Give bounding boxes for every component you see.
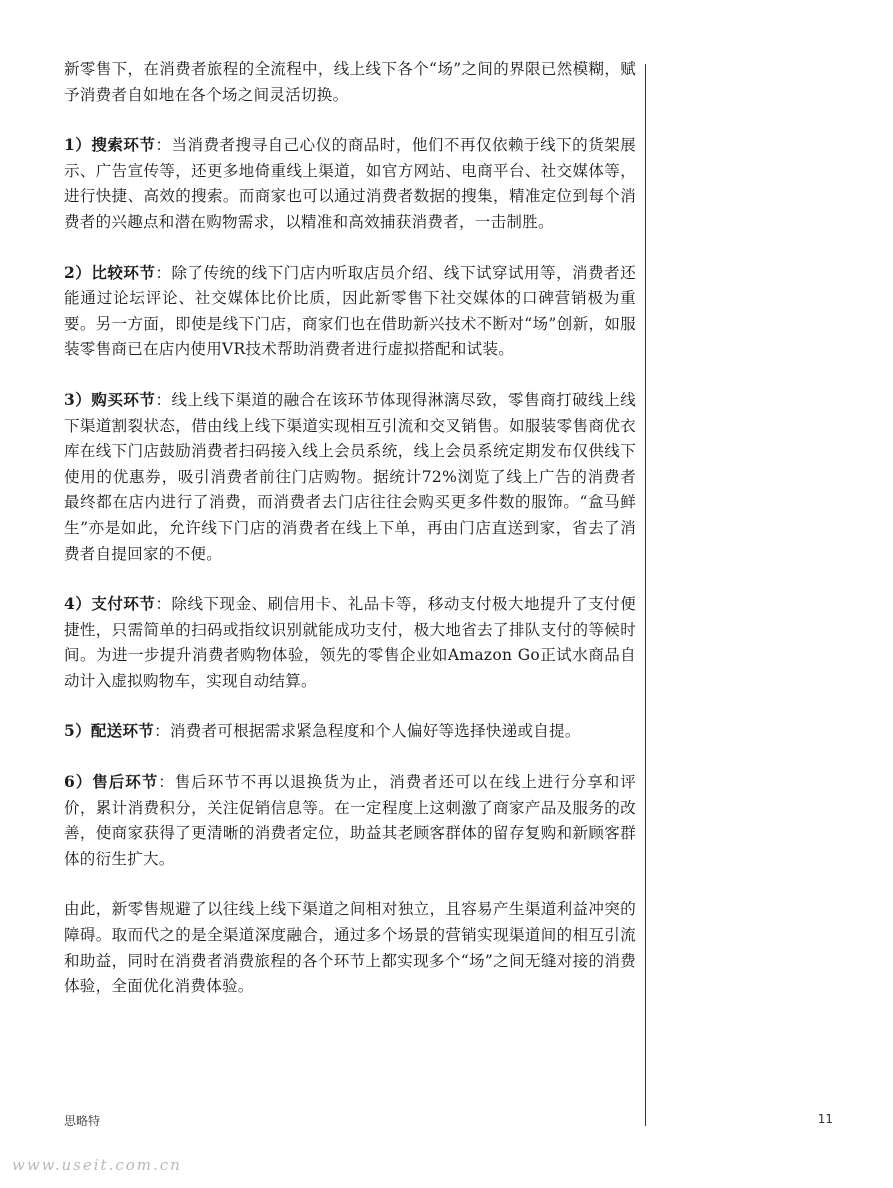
paragraph-heading: 4）支付环节	[64, 594, 156, 614]
paragraph-heading: 1）搜索环节	[64, 135, 156, 155]
paragraph-text: ：线上线下渠道的融合在该环节体现得淋漓尽致，零售商打破线上线下渠道割裂状态，借由线上线下渠道实现相互引流和交叉销售。如服装零售商优衣库在线下门店鼓励消费者扫码接入线上会员系统，线上会员系统定期发布仅供线下使用的优惠券，吸引消费者前往门店购物。据统计72%浏览了线上广告的消费者最终都在店内进行了消费，而消费者去门店往往会购买更多件数的服饰。“盒马鲜生”亦是如此，允许线下门店的消费者在线上下单，再由门店直送到家，省去了消费者自提回家的不便。	[64, 390, 636, 563]
paragraph-text: ：当消费者搜寻自己心仪的商品时，他们不再仅依赖于线下的货架展示、广告宣传等，还更多地倚重线上渠道，如官方网站、电商平台、社交媒体等，进行快捷、高效的搜索。而商家也可以通过消费者数据的搜集，精准定位到每个消费者的兴趣点和潜在购物需求，以精准和高效捕获消费者，一击制胜。	[64, 136, 636, 231]
watermark: www.useit.com.cn	[12, 1156, 182, 1174]
paragraph-heading: 3）购买环节	[64, 389, 156, 409]
page-number: 11	[817, 1112, 833, 1126]
paragraph-text: 新零售下，在消费者旅程的全流程中，线上线下各个“场”之间的界限已然模糊，赋予消费者自如地在各个场之间灵活切换。	[64, 60, 636, 104]
after-sales-stage-paragraph	[64, 769, 636, 872]
article-body	[64, 56, 636, 1024]
paragraph-heading: 5）配送环节	[64, 721, 155, 741]
paragraph-text: 由此，新零售规避了以往线上线下渠道之间相对独立，且容易产生渠道利益冲突的障碍。取而代之的是全渠道深度融合，通过多个场景的营销实现渠道间的相互引流和助益，同时在消费者消费旅程的各个环节上都实现多个“场”之间无缝对接的消费体验，全面优化消费体验。	[64, 900, 636, 996]
payment-stage-paragraph	[64, 591, 636, 694]
purchase-stage-paragraph	[64, 387, 636, 567]
paragraph-text: ：售后环节不再以退换货为止，消费者还可以在线上进行分享和评价，累计消费积分，关注促销信息等。在一定程度上这刺激了商家产品及服务的改善，使商家获得了更清晰的消费者定位，助益其老顾客群体的留存复购和新顾客群体的衍生扩大。	[64, 773, 637, 868]
conclusion-paragraph	[64, 896, 636, 999]
search-stage-paragraph	[64, 132, 636, 235]
paragraph-text: ：消费者可根据需求紧急程度和个人偏好等选择快递或自提。	[154, 722, 581, 741]
column-divider	[645, 64, 646, 1126]
intro-paragraph	[64, 56, 636, 108]
paragraph-heading: 2）比较环节	[64, 262, 156, 282]
paragraph-heading: 6）售后环节	[64, 772, 159, 792]
footer-publisher: 思略特	[64, 1114, 101, 1128]
delivery-stage-paragraph	[64, 718, 636, 745]
paragraph-text: ：除线下现金、刷信用卡、礼品卡等，移动支付极大地提升了支付便捷性，只需简单的扫码或指纹识别就能成功支付，极大地省去了排队支付的等候时间。为进一步提升消费者购物体验，领先的零售企业如Amazon Go正试水商品自动计入虚拟购物车，实现自动结算。	[64, 595, 636, 690]
paragraph-text: ：除了传统的线下门店内听取店员介绍、线下试穿试用等，消费者还能通过论坛评论、社交媒体比价比质，因此新零售下社交媒体的口碑营销极为重要。另一方面，即使是线下门店，商家们也在借助新兴技术不断对“场”创新，如服装零售商已在店内使用VR技术帮助消费者进行虚拟搭配和试装。	[64, 263, 636, 359]
compare-stage-paragraph	[64, 260, 636, 363]
